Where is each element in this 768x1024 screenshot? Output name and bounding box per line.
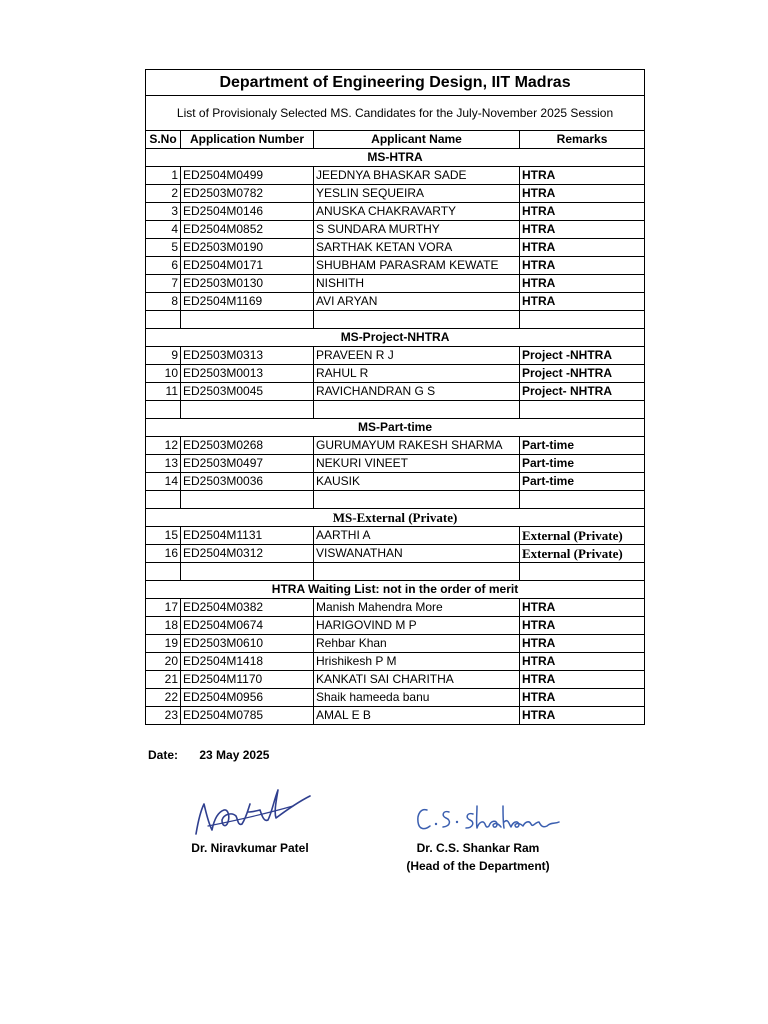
signature-cs-shankar-ram bbox=[413, 800, 568, 838]
application-number-cell: ED2504M0852 bbox=[181, 221, 314, 239]
signature-niravkumar-patel bbox=[188, 782, 313, 842]
table-row bbox=[146, 473, 645, 491]
blank-cell bbox=[314, 491, 520, 509]
candidate-table bbox=[145, 69, 645, 725]
table-row bbox=[146, 185, 645, 203]
remarks-cell: HTRA bbox=[520, 617, 645, 635]
application-number-cell: ED2503M0013 bbox=[181, 365, 314, 383]
applicant-name-cell: NISHITH bbox=[314, 275, 520, 293]
application-number-cell: ED2503M0268 bbox=[181, 437, 314, 455]
section-header-row bbox=[146, 149, 645, 167]
applicant-name-cell: SHUBHAM PARASRAM KEWATE bbox=[314, 257, 520, 275]
application-number-cell: ED2504M1169 bbox=[181, 293, 314, 311]
remarks-cell: HTRA bbox=[520, 257, 645, 275]
application-number-cell: ED2504M0171 bbox=[181, 257, 314, 275]
column-header-applicant-name: Applicant Name bbox=[314, 131, 520, 149]
blank-cell bbox=[146, 311, 181, 329]
serial-number-cell: 5 bbox=[146, 239, 181, 257]
serial-number-cell: 18 bbox=[146, 617, 181, 635]
remarks-cell: HTRA bbox=[520, 707, 645, 725]
section-title: MS-Part-time bbox=[146, 419, 645, 437]
blank-row bbox=[146, 563, 645, 581]
application-number-cell: ED2503M0036 bbox=[181, 473, 314, 491]
remarks-cell: HTRA bbox=[520, 689, 645, 707]
serial-number-cell: 13 bbox=[146, 455, 181, 473]
table-row bbox=[146, 203, 645, 221]
column-header-application-number: Application Number bbox=[181, 131, 314, 149]
serial-number-cell: 3 bbox=[146, 203, 181, 221]
serial-number-cell: 17 bbox=[146, 599, 181, 617]
remarks-cell: HTRA bbox=[520, 167, 645, 185]
document-subtitle: List of Provisionaly Selected MS. Candidates for the July-November 2025 Session bbox=[146, 96, 645, 131]
table-row bbox=[146, 293, 645, 311]
serial-number-cell: 4 bbox=[146, 221, 181, 239]
application-number-cell: ED2504M0785 bbox=[181, 707, 314, 725]
blank-cell bbox=[314, 563, 520, 581]
section-title: MS-External (Private) bbox=[146, 509, 645, 527]
blank-cell bbox=[314, 401, 520, 419]
applicant-name-cell: Rehbar Khan bbox=[314, 635, 520, 653]
remarks-cell: HTRA bbox=[520, 653, 645, 671]
blank-cell bbox=[181, 491, 314, 509]
table-row bbox=[146, 239, 645, 257]
column-header-remarks: Remarks bbox=[520, 131, 645, 149]
section-header-row bbox=[146, 581, 645, 599]
application-number-cell: ED2504M0956 bbox=[181, 689, 314, 707]
serial-number-cell: 22 bbox=[146, 689, 181, 707]
blank-cell bbox=[146, 491, 181, 509]
serial-number-cell: 16 bbox=[146, 545, 181, 563]
serial-number-cell: 1 bbox=[146, 167, 181, 185]
remarks-cell: HTRA bbox=[520, 239, 645, 257]
applicant-name-cell: S SUNDARA MURTHY bbox=[314, 221, 520, 239]
blank-cell bbox=[314, 311, 520, 329]
section-header-row bbox=[146, 419, 645, 437]
table-row bbox=[146, 257, 645, 275]
application-number-cell: ED2503M0130 bbox=[181, 275, 314, 293]
remarks-cell: HTRA bbox=[520, 275, 645, 293]
column-header-sno: S.No bbox=[146, 131, 181, 149]
blank-row bbox=[146, 401, 645, 419]
table-row bbox=[146, 545, 645, 563]
applicant-name-cell: RAVICHANDRAN G S bbox=[314, 383, 520, 401]
applicant-name-cell: GURUMAYUM RAKESH SHARMA bbox=[314, 437, 520, 455]
serial-number-cell: 20 bbox=[146, 653, 181, 671]
serial-number-cell: 12 bbox=[146, 437, 181, 455]
serial-number-cell: 19 bbox=[146, 635, 181, 653]
applicant-name-cell: KANKATI SAI CHARITHA bbox=[314, 671, 520, 689]
application-number-cell: ED2503M0610 bbox=[181, 635, 314, 653]
remarks-cell: HTRA bbox=[520, 185, 645, 203]
applicant-name-cell: YESLIN SEQUEIRA bbox=[314, 185, 520, 203]
remarks-cell: HTRA bbox=[520, 203, 645, 221]
remarks-cell: Part-time bbox=[520, 473, 645, 491]
table-row bbox=[146, 167, 645, 185]
serial-number-cell: 7 bbox=[146, 275, 181, 293]
section-title: HTRA Waiting List: not in the order of merit bbox=[146, 581, 645, 599]
section-title: MS-HTRA bbox=[146, 149, 645, 167]
applicant-name-cell: NEKURI VINEET bbox=[314, 455, 520, 473]
remarks-cell: HTRA bbox=[520, 671, 645, 689]
applicant-name-cell: PRAVEEN R J bbox=[314, 347, 520, 365]
blank-cell bbox=[181, 311, 314, 329]
blank-cell bbox=[146, 563, 181, 581]
table-row bbox=[146, 221, 645, 239]
blank-row bbox=[146, 491, 645, 509]
application-number-cell: ED2503M0045 bbox=[181, 383, 314, 401]
serial-number-cell: 10 bbox=[146, 365, 181, 383]
application-number-cell: ED2504M0674 bbox=[181, 617, 314, 635]
serial-number-cell: 8 bbox=[146, 293, 181, 311]
signatory-1-name: Dr. Niravkumar Patel bbox=[191, 841, 309, 855]
serial-number-cell: 11 bbox=[146, 383, 181, 401]
applicant-name-cell: JEEDNYA BHASKAR SADE bbox=[314, 167, 520, 185]
table-header-row bbox=[146, 131, 645, 149]
applicant-name-cell: SARTHAK KETAN VORA bbox=[314, 239, 520, 257]
blank-cell bbox=[520, 491, 645, 509]
applicant-name-cell: KAUSIK bbox=[314, 473, 520, 491]
blank-row bbox=[146, 311, 645, 329]
applicant-name-cell: AMAL E B bbox=[314, 707, 520, 725]
serial-number-cell: 15 bbox=[146, 527, 181, 545]
remarks-cell: HTRA bbox=[520, 635, 645, 653]
table-row bbox=[146, 707, 645, 725]
application-number-cell: ED2504M1418 bbox=[181, 653, 314, 671]
signatory-2-name: Dr. C.S. Shankar Ram bbox=[416, 841, 540, 855]
serial-number-cell: 2 bbox=[146, 185, 181, 203]
table-row bbox=[146, 365, 645, 383]
date-value: 23 May 2025 bbox=[199, 748, 270, 762]
date-label: Date: bbox=[148, 748, 179, 762]
remarks-cell: Project -NHTRA bbox=[520, 347, 645, 365]
application-number-cell: ED2504M0382 bbox=[181, 599, 314, 617]
table-row bbox=[146, 689, 645, 707]
section-header-row bbox=[146, 329, 645, 347]
blank-cell bbox=[181, 563, 314, 581]
table-row bbox=[146, 671, 645, 689]
blank-cell bbox=[181, 401, 314, 419]
remarks-cell: Part-time bbox=[520, 437, 645, 455]
table-row bbox=[146, 599, 645, 617]
table-row bbox=[146, 383, 645, 401]
section-title: MS-Project-NHTRA bbox=[146, 329, 645, 347]
table-row bbox=[146, 635, 645, 653]
section-header-row bbox=[146, 509, 645, 527]
application-number-cell: ED2503M0313 bbox=[181, 347, 314, 365]
applicant-name-cell: Manish Mahendra More bbox=[314, 599, 520, 617]
application-number-cell: ED2503M0497 bbox=[181, 455, 314, 473]
remarks-cell: Project -NHTRA bbox=[520, 365, 645, 383]
table-row bbox=[146, 527, 645, 545]
application-number-cell: ED2504M0146 bbox=[181, 203, 314, 221]
blank-cell bbox=[520, 563, 645, 581]
remarks-cell: Project- NHTRA bbox=[520, 383, 645, 401]
applicant-name-cell: Hrishikesh P M bbox=[314, 653, 520, 671]
table-row bbox=[146, 617, 645, 635]
blank-cell bbox=[520, 311, 645, 329]
document-title: Department of Engineering Design, IIT Madras bbox=[146, 70, 645, 96]
remarks-cell: External (Private) bbox=[520, 527, 645, 545]
blank-cell bbox=[146, 401, 181, 419]
applicant-name-cell: HARIGOVIND M P bbox=[314, 617, 520, 635]
application-number-cell: ED2504M0499 bbox=[181, 167, 314, 185]
remarks-cell: Part-time bbox=[520, 455, 645, 473]
application-number-cell: ED2504M1170 bbox=[181, 671, 314, 689]
serial-number-cell: 14 bbox=[146, 473, 181, 491]
table-row bbox=[146, 347, 645, 365]
table-row bbox=[146, 455, 645, 473]
blank-cell bbox=[520, 401, 645, 419]
applicant-name-cell: VISWANATHAN bbox=[314, 545, 520, 563]
table-row bbox=[146, 437, 645, 455]
application-number-cell: ED2504M1131 bbox=[181, 527, 314, 545]
serial-number-cell: 9 bbox=[146, 347, 181, 365]
serial-number-cell: 21 bbox=[146, 671, 181, 689]
application-number-cell: ED2503M0782 bbox=[181, 185, 314, 203]
application-number-cell: ED2504M0312 bbox=[181, 545, 314, 563]
table-row bbox=[146, 653, 645, 671]
applicant-name-cell: Shaik hameeda banu bbox=[314, 689, 520, 707]
serial-number-cell: 23 bbox=[146, 707, 181, 725]
date-line bbox=[148, 748, 269, 762]
applicant-name-cell: AARTHI A bbox=[314, 527, 520, 545]
serial-number-cell: 6 bbox=[146, 257, 181, 275]
remarks-cell: HTRA bbox=[520, 293, 645, 311]
remarks-cell: HTRA bbox=[520, 599, 645, 617]
signatory-2-designation: (Head of the Department) bbox=[406, 859, 550, 873]
remarks-cell: HTRA bbox=[520, 221, 645, 239]
applicant-name-cell: ANUSKA CHAKRAVARTY bbox=[314, 203, 520, 221]
applicant-name-cell: AVI ARYAN bbox=[314, 293, 520, 311]
application-number-cell: ED2503M0190 bbox=[181, 239, 314, 257]
applicant-name-cell: RAHUL R bbox=[314, 365, 520, 383]
table-row bbox=[146, 275, 645, 293]
remarks-cell: External (Private) bbox=[520, 545, 645, 563]
